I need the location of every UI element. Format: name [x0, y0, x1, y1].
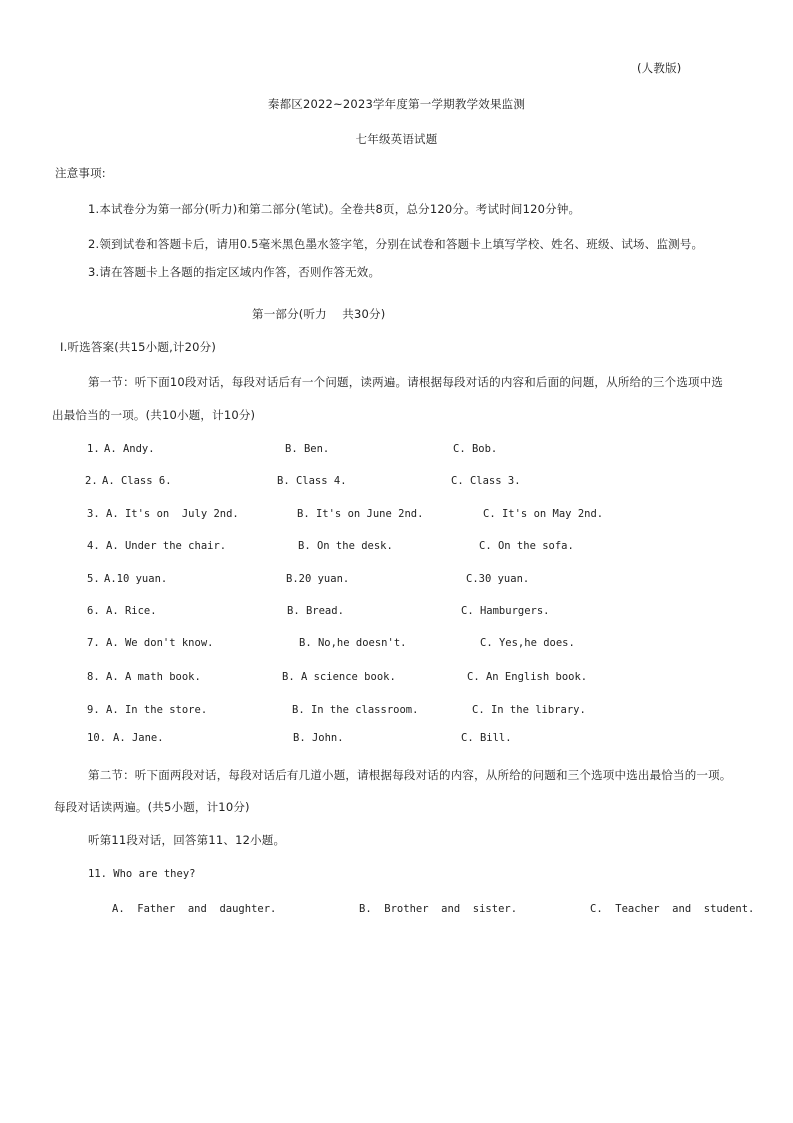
question-8-number: 8.	[87, 671, 100, 683]
q8-option-b: B. A science book.	[282, 671, 396, 683]
q9-option-c: C. In the library.	[472, 704, 586, 716]
q5-option-a: A.10 yuan.	[104, 573, 168, 585]
q5-option-c: C.30 yuan.	[466, 573, 530, 585]
question-6-number: 6.	[87, 605, 100, 617]
q4-option-a: A. Under the chair.	[106, 540, 227, 552]
edition-label: (人教版)	[637, 61, 682, 75]
notice-heading: 注意事项:	[55, 166, 106, 180]
section1-instruction-line1: 第一节：听下面10段对话，每段对话后有一个问题，读两遍。请根据每段对话的内容和后面的问题，从所给的三个选项中选	[88, 375, 724, 389]
section1-instruction-line2: 出最恰当的一项。(共10小题，计10分)	[52, 408, 256, 422]
q1-option-a: A. Andy.	[104, 443, 155, 455]
q11-option-b: B. Brother and sister.	[359, 903, 518, 915]
q8-option-a: A. A math book.	[106, 671, 201, 683]
question-9-number: 9.	[87, 704, 100, 716]
q6-option-a: A. Rice.	[106, 605, 157, 617]
question-7-number: 7.	[87, 637, 100, 649]
question-10-number: 10.	[87, 732, 106, 744]
notice-item-2: 2.领到试卷和答题卡后，请用0.5毫米黑色墨水签字笔，分别在试卷和答题卡上填写学校、姓名、班级、试场、监测号。	[88, 237, 704, 251]
q4-option-b: B. On the desk.	[298, 540, 393, 552]
section2-instruction-line1: 第二节：听下面两段对话，每段对话后有几道小题，请根据每段对话的内容，从所给的问题和三个选项中选出最恰当的一项。	[88, 768, 732, 782]
q6-option-b: B. Bread.	[287, 605, 344, 617]
exam-title: 秦都区2022~2023学年度第一学期教学效果监测	[267, 97, 526, 111]
question-5-number: 5.	[87, 573, 100, 585]
question-3-number: 3.	[87, 508, 100, 520]
q9-option-a: A. In the store.	[106, 704, 208, 716]
q7-option-b: B. No,he doesn't.	[299, 637, 407, 649]
dialogue11-intro: 听第11段对话，回答第11、12小题。	[88, 833, 286, 847]
q8-option-c: C. An English book.	[467, 671, 588, 683]
q10-option-b: B. John.	[293, 732, 344, 744]
q2-option-a: A. Class 6.	[102, 475, 172, 487]
notice-item-3: 3.请在答题卡上各题的指定区域内作答，否则作答无效。	[88, 265, 381, 279]
q11-question: 11. Who are they?	[88, 868, 196, 880]
q2-option-b: B. Class 4.	[277, 475, 347, 487]
q3-option-a: A. It's on July 2nd.	[106, 508, 239, 520]
q7-option-c: C. Yes,he does.	[480, 637, 575, 649]
section-heading: Ⅰ.听选答案(共15小题,计20分)	[60, 340, 217, 354]
q11-option-a: A. Father and daughter.	[112, 903, 277, 915]
q6-option-c: C. Hamburgers.	[461, 605, 550, 617]
q10-option-c: C. Bill.	[461, 732, 512, 744]
notice-item-1: 1.本试卷分为第一部分(听力)和第二部分(笔试)。全卷共8页，总分120分。考试时间120分钟。	[88, 202, 581, 216]
q3-option-c: C. It's on May 2nd.	[483, 508, 604, 520]
q5-option-b: B.20 yuan.	[286, 573, 350, 585]
q11-option-c: C. Teacher and student.	[590, 903, 755, 915]
exam-subtitle: 七年级英语试题	[355, 132, 438, 146]
q4-option-c: C. On the sofa.	[479, 540, 574, 552]
part-one-title: 第一部分(听力 共30分)	[252, 307, 386, 321]
question-1	[87, 443, 100, 455]
q1-option-c: C. Bob.	[453, 443, 498, 455]
question-4-number: 4.	[87, 540, 100, 552]
question-2-number: 2.	[85, 475, 98, 487]
q3-option-b: B. It's on June 2nd.	[297, 508, 424, 520]
q10-option-a: A. Jane.	[113, 732, 164, 744]
q9-option-b: B. In the classroom.	[292, 704, 419, 716]
question-number: 1.	[87, 443, 100, 455]
q7-option-a: A. We don't know.	[106, 637, 214, 649]
section2-instruction-line2: 每段对话读两遍。(共5小题，计10分)	[54, 800, 250, 814]
q1-option-b: B. Ben.	[285, 443, 330, 455]
q2-option-c: C. Class 3.	[451, 475, 521, 487]
